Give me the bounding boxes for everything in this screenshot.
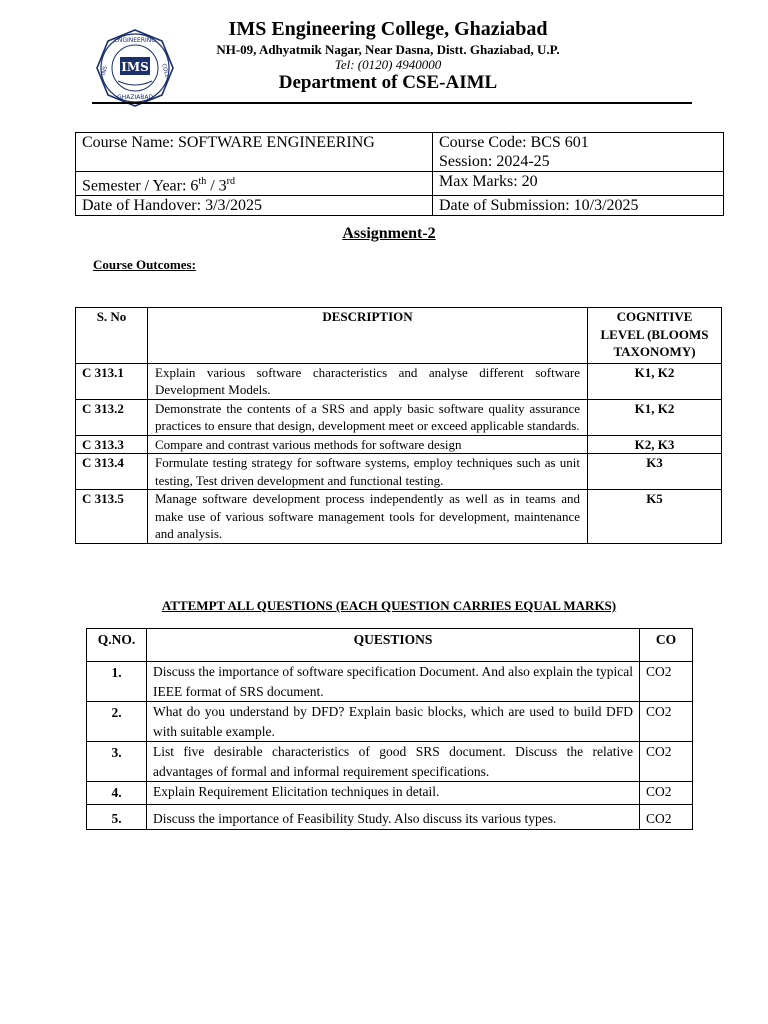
question-number: 3. [87, 742, 147, 782]
question-row [87, 702, 693, 742]
question-row [87, 742, 693, 782]
handover-date: Date of Handover: 3/3/2025 [82, 197, 262, 215]
college-logo [96, 29, 174, 107]
question-number: 1. [87, 662, 147, 702]
outcome-description: Manage software development process independently as well as in teams and make use of various software management tools for development, maintenance and analysis. [148, 490, 588, 544]
course-code: Course Code: BCS 601 [439, 134, 589, 151]
question-number: 4. [87, 782, 147, 805]
question-co: CO2 [640, 662, 693, 702]
course-name: Course Name: SOFTWARE ENGINEERING [82, 134, 375, 151]
outcome-description: Compare and contrast various methods for software design [148, 435, 588, 454]
questions-table [86, 628, 693, 830]
assignment-title: Assignment-2 [342, 225, 436, 242]
question-co: CO2 [640, 782, 693, 805]
outcome-sno: C 313.4 [76, 454, 148, 490]
logo-right-text: COLL [160, 63, 170, 79]
question-text: Discuss the importance of software specification Document. And also explain the typical IEEE format of SRS document. [147, 662, 640, 702]
questions-header-qno: Q.NO. [87, 629, 147, 662]
questions-header-row [87, 629, 693, 662]
question-row [87, 782, 693, 805]
outcome-sno: C 313.5 [76, 490, 148, 544]
logo-bottom-text: GHAZIABAD [116, 94, 154, 101]
question-text: What do you understand by DFD? Explain basic blocks, which are used to build DFD with suitable example. [147, 702, 640, 742]
outcome-description: Demonstrate the contents of a SRS and apply basic software quality assurance practices to ensure that design, development meet or exceed applicable standards. [148, 399, 588, 435]
outcome-sno: C 313.1 [76, 363, 148, 399]
college-name: IMS Engineering College, Ghaziabad [228, 18, 548, 40]
session: Session: 2024-25 [439, 153, 550, 170]
questions-header-questions: QUESTIONS [147, 629, 640, 662]
attempt-heading: ATTEMPT ALL QUESTIONS (EACH QUESTION CARRIES EQUAL MARKS) [161, 598, 617, 613]
outcome-row [76, 454, 722, 490]
course-name-cell [76, 133, 433, 172]
outcome-row [76, 435, 722, 454]
outcome-description: Explain various software characteristics and analyse different software Development Models. [148, 363, 588, 399]
question-text: List five desirable characteristics of good SRS document. Discuss the relative advantages of formal and informal requirement specifications. [147, 742, 640, 782]
logo-top-text: ENGINEERING [114, 37, 156, 44]
semester-prefix: Semester / Year: 6 [82, 177, 199, 195]
outcomes-header-level: COGNITIVE LEVEL (BLOOMS TAXONOMY) [588, 308, 722, 364]
college-telephone: Tel: (0120) 4940000 [334, 57, 442, 72]
outcome-sno: C 313.3 [76, 435, 148, 454]
logo-mark: IMS [121, 60, 149, 74]
submission-cell [433, 196, 724, 216]
course-code-cell [433, 133, 724, 172]
question-co: CO2 [640, 804, 693, 830]
year-sup: rd [226, 176, 236, 187]
submission-date: Date of Submission: 10/3/2025 [439, 197, 639, 215]
question-text: Explain Requirement Elicitation techniques in detail. [147, 782, 640, 805]
semester-sup: th [198, 176, 207, 187]
year-mid: / 3 [206, 177, 227, 195]
question-number: 2. [87, 702, 147, 742]
semester-cell [76, 172, 433, 196]
question-row [87, 662, 693, 702]
handover-cell [76, 196, 433, 216]
outcome-description: Formulate testing strategy for software systems, employ techniques such as unit testing, Test driven development and functional testing. [148, 454, 588, 490]
question-number: 5. [87, 804, 147, 830]
course-outcomes-label: Course Outcomes: [93, 257, 196, 272]
course-outcomes-table [75, 307, 722, 544]
course-info-row [76, 196, 724, 216]
outcome-row [76, 363, 722, 399]
outcome-sno: C 313.2 [76, 399, 148, 435]
max-marks-cell [433, 172, 724, 196]
questions-header-co: CO [640, 629, 693, 662]
outcome-level: K1, K2 [588, 399, 722, 435]
outcome-level: K5 [588, 490, 722, 544]
question-text: Discuss the importance of Feasibility Study. Also discuss its various types. [147, 804, 640, 830]
logo-left-text: INS [100, 65, 110, 76]
header-divider [92, 102, 692, 104]
question-co: CO2 [640, 742, 693, 782]
course-info-row [76, 133, 724, 172]
outcome-level: K3 [588, 454, 722, 490]
outcomes-header-description: DESCRIPTION [148, 308, 588, 364]
outcome-row [76, 490, 722, 544]
outcome-level: K1, K2 [588, 363, 722, 399]
outcomes-header-row [76, 308, 722, 364]
college-address: NH-09, Adhyatmik Nagar, Near Dasna, Distt. Ghaziabad, U.P. [216, 42, 560, 57]
college-seal-icon [96, 29, 174, 107]
outcome-row [76, 399, 722, 435]
question-co: CO2 [640, 702, 693, 742]
course-info-row [76, 172, 724, 196]
question-row [87, 804, 693, 830]
outcome-level: K2, K3 [588, 435, 722, 454]
course-info-table [75, 132, 724, 216]
outcomes-header-sno: S. No [76, 308, 148, 364]
max-marks: Max Marks: 20 [439, 173, 538, 190]
department-name: Department of CSE-AIML [278, 72, 498, 93]
